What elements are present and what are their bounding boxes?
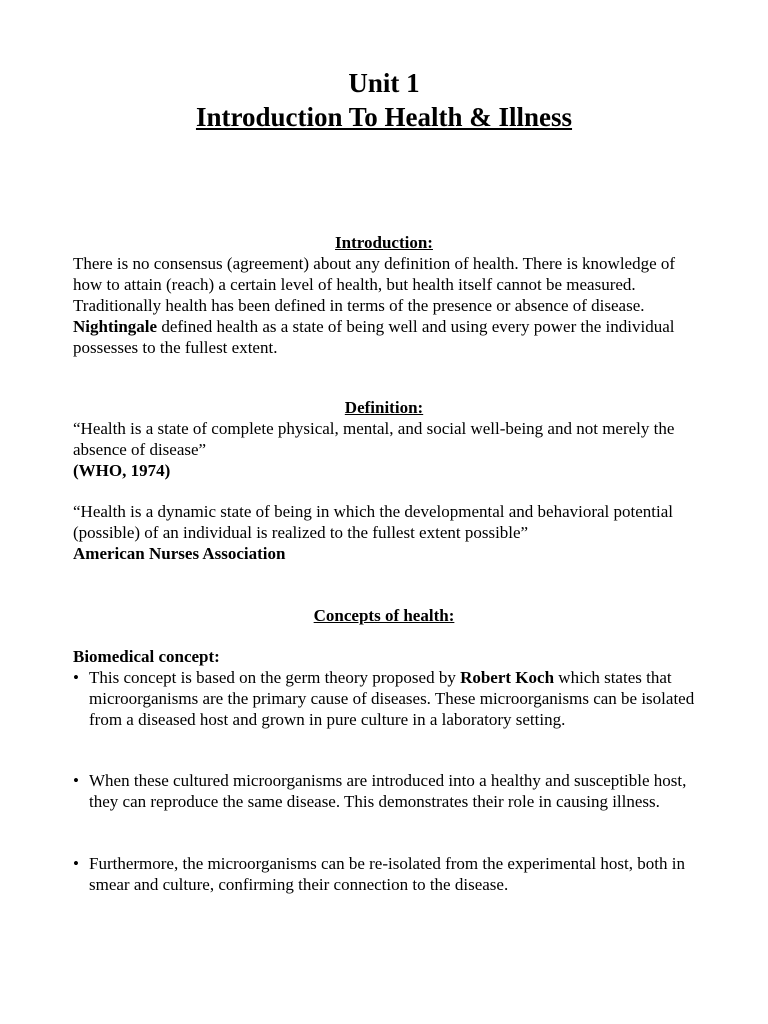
list-item <box>73 667 701 730</box>
concepts-heading: Concepts of health: <box>313 606 455 625</box>
bullet-icon: • <box>73 771 79 790</box>
ana-citation: American Nurses Association <box>73 544 286 563</box>
who-definition-quote: “Health is a state of complete physical, mental, and social well-being and not merely the absence of disease” <box>73 419 675 459</box>
introduction-text-start: There is no consensus (agreement) about any definition of health. There is knowledge of how to attain (reach) a certain level of health, but health itself cannot be measured. Traditionally health has been defined in terms of the presence or absence of disease. <box>73 254 676 315</box>
ana-definition-quote: “Health is a dynamic state of being in which the developmental and behavioral potential (possible) of an individual is realized to the fullest extent possible” <box>73 502 673 542</box>
biomedical-concept-heading: Biomedical concept: <box>73 647 220 666</box>
list-item-text: When these cultured microorganisms are introduced into a healthy and susceptible host, they can reproduce the same disease. This demonstrates their role in causing illness. <box>89 771 687 811</box>
list-item-text <box>89 667 701 730</box>
robert-koch-name: Robert Koch <box>460 668 555 687</box>
bullet-icon: • <box>73 854 79 873</box>
bullet1-text-start: This concept is based on the germ theory proposed by <box>89 668 461 687</box>
who-citation: (WHO, 1974) <box>73 461 171 480</box>
list-item <box>73 770 701 812</box>
nightingale-name: Nightingale <box>73 317 158 336</box>
introduction-heading: Introduction: <box>335 233 433 252</box>
introduction-paragraph <box>73 253 701 358</box>
unit-label: Unit 1 <box>348 68 420 98</box>
bullet1-text-end: which states that microorganisms are the primary cause of diseases. These microorganisms can be isolated from a diseased host and grown in pure culture in a laboratory setting. <box>89 668 695 729</box>
introduction-text-end: defined health as a state of being well and using every power the individual possesses to the fullest extent. <box>73 317 675 357</box>
bullet-icon: • <box>73 668 79 687</box>
page-title: Introduction To Health & Illness <box>195 102 573 132</box>
list-item-text: Furthermore, the microorganisms can be re-isolated from the experimental host, both in smear and culture, confirming their connection to the disease. <box>89 854 685 894</box>
title-block <box>0 66 768 134</box>
definition-heading: Definition: <box>344 398 424 417</box>
list-item <box>73 853 701 895</box>
